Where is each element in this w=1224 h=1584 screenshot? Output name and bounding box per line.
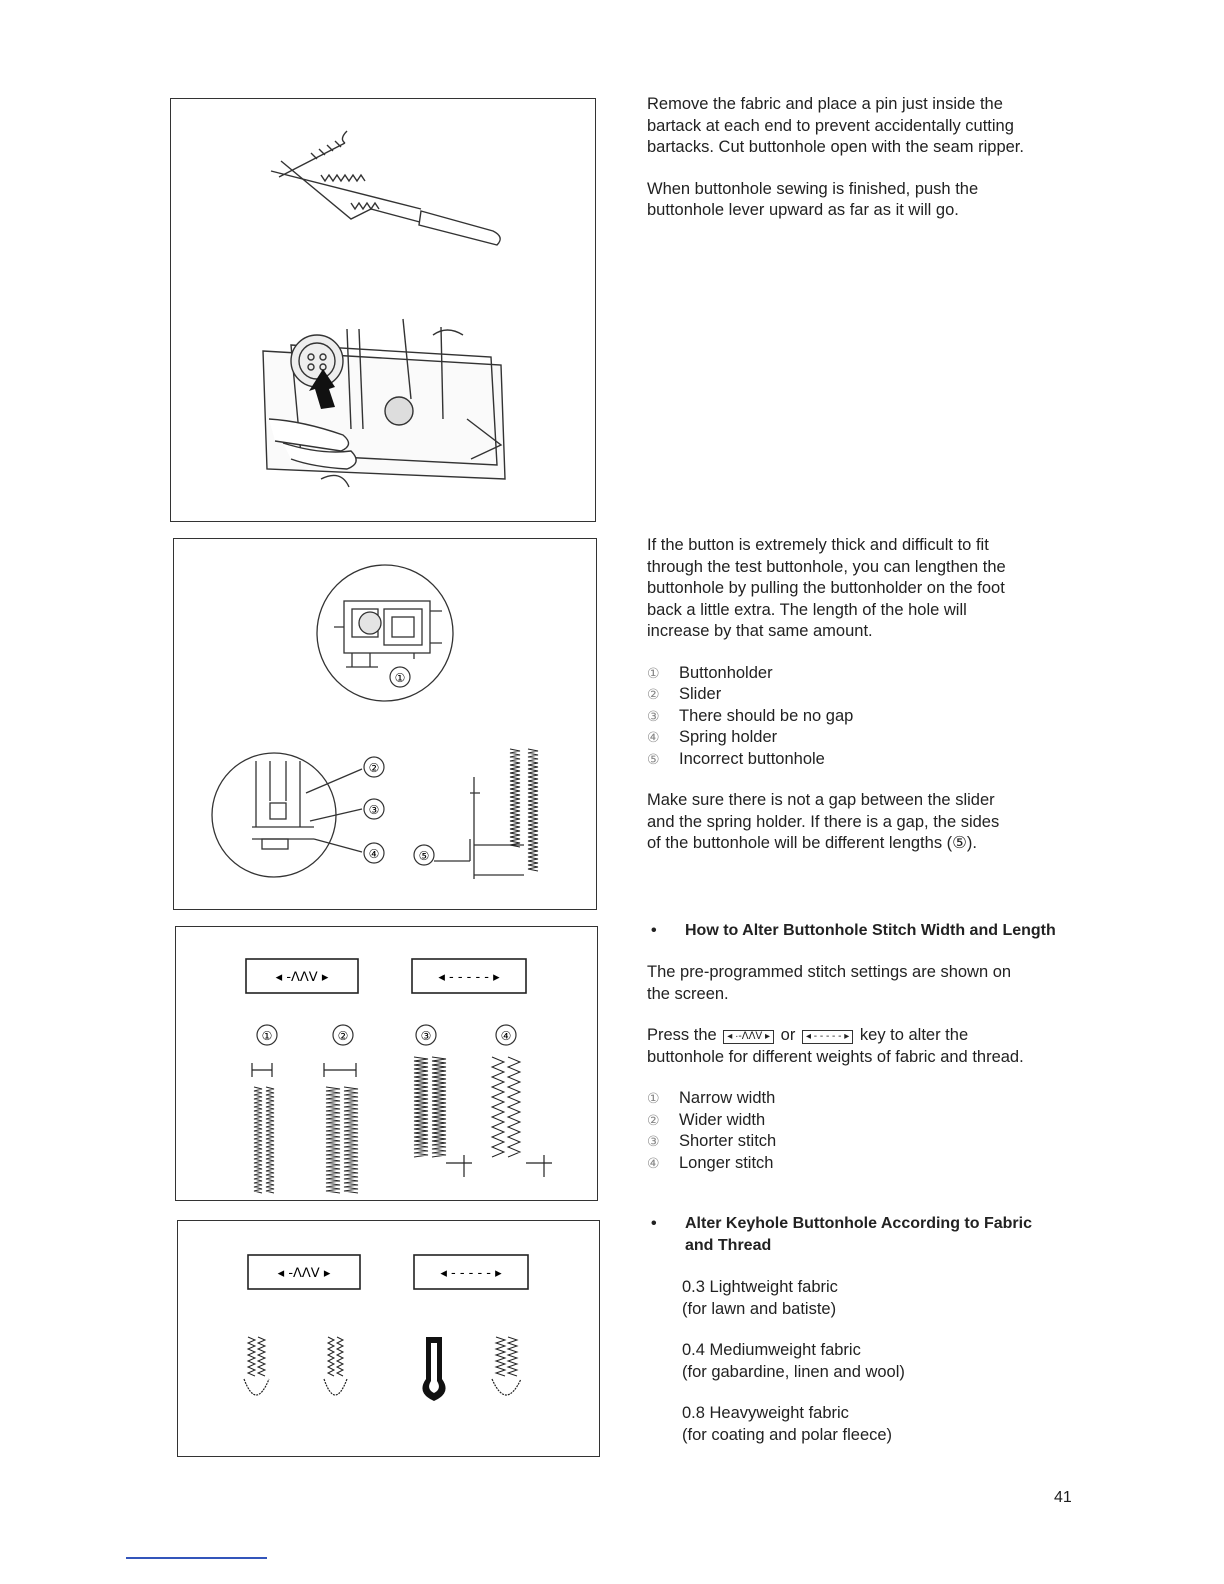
adjust-list bbox=[647, 1088, 1092, 1174]
svg-text:③: ③ bbox=[368, 803, 380, 817]
illustration-seam-ripper bbox=[171, 99, 597, 523]
keyhole-eye-stitch bbox=[324, 1379, 347, 1395]
text-line: bartack at each end to prevent accidentally cutting bbox=[647, 116, 1014, 135]
svg-text:◂ - - - - - ▸: ◂ - - - - - ▸ bbox=[440, 1266, 502, 1281]
keyhole-eye-stitch bbox=[492, 1379, 521, 1395]
svg-text:③: ③ bbox=[420, 1029, 432, 1043]
label-shorter bbox=[416, 1025, 436, 1045]
section-remove-fabric bbox=[647, 94, 1087, 222]
list-item: ③ Shorter stitch bbox=[647, 1132, 777, 1150]
figure-buttonholder-detail bbox=[173, 538, 597, 910]
list-item: ② Slider bbox=[647, 685, 722, 703]
text-line: If the button is extremely thick and difficult to fit bbox=[647, 536, 989, 554]
parts-list bbox=[647, 663, 1087, 771]
svg-text:◂ - - - - - ▸: ◂ - - - - - ▸ bbox=[438, 970, 500, 985]
section-thick-button bbox=[647, 535, 1087, 855]
key-width-display bbox=[246, 959, 358, 993]
text-line: increase by that same amount. bbox=[647, 622, 873, 640]
list-item: ② Wider width bbox=[647, 1110, 766, 1129]
list-item: ④ Longer stitch bbox=[647, 1153, 774, 1172]
callout-3 bbox=[364, 799, 384, 819]
fabric-item: 0.4 Mediumweight fabric (for gabardine, linen and wool) bbox=[682, 1341, 905, 1381]
text-line: buttonhole by pulling the buttonholder on the foot bbox=[647, 579, 1005, 597]
svg-text:②: ② bbox=[368, 761, 380, 775]
stitch-zigzag bbox=[248, 1337, 255, 1376]
length-key: ◂ - - - - - ▸ bbox=[802, 1030, 853, 1044]
keyhole-eye-stitch bbox=[244, 1379, 269, 1395]
fabric-list bbox=[647, 1277, 1092, 1446]
keyhole-stitch-samples bbox=[244, 1337, 521, 1395]
label-longer bbox=[496, 1025, 516, 1045]
illustration-keyhole bbox=[178, 1221, 601, 1458]
svg-text:①: ① bbox=[261, 1029, 273, 1043]
text-line: the screen. bbox=[647, 984, 729, 1003]
section-heading: • Alter Keyhole Buttonhole According to Fabric and Thread bbox=[651, 1215, 1032, 1254]
illustration-buttonholder bbox=[174, 539, 598, 911]
text-line: through the test buttonhole, you can lengthen the bbox=[647, 557, 1006, 576]
stitch-zigzag bbox=[258, 1337, 265, 1376]
label-narrow bbox=[257, 1025, 277, 1045]
list-item: ① Narrow width bbox=[647, 1089, 776, 1107]
illustration-stitch-width-length bbox=[176, 927, 599, 1202]
key-width-display-2 bbox=[248, 1255, 360, 1289]
stitch-zigzag bbox=[496, 1337, 505, 1376]
svg-text:⑤: ⑤ bbox=[418, 849, 430, 863]
text-line: of the buttonhole will be different lengths (⑤). bbox=[647, 834, 978, 852]
list-item: ⑤ Incorrect buttonhole bbox=[647, 749, 825, 768]
figure-seam-ripper-and-lever bbox=[170, 98, 596, 522]
stitch-zigzag bbox=[344, 1087, 358, 1193]
fabric-item: 0.3 Lightweight fabric (for lawn and batiste) bbox=[682, 1278, 838, 1318]
stitch-zigzag bbox=[492, 1057, 504, 1157]
text-line: The pre-programmed stitch settings are shown on bbox=[647, 963, 1012, 981]
text-line: Make sure there is not a gap between the slider bbox=[647, 791, 995, 809]
callout-1 bbox=[390, 667, 410, 687]
width-key: ◂ ·-ᐱᐱᐯ ▸ bbox=[723, 1030, 774, 1044]
stitch-zigzag bbox=[414, 1057, 428, 1157]
key-length-display bbox=[412, 959, 526, 993]
svg-text:④: ④ bbox=[500, 1029, 512, 1043]
list-item: ③ There should be no gap bbox=[647, 706, 854, 725]
buttonhole-stitch-samples bbox=[254, 1057, 520, 1193]
footer-rule bbox=[126, 1557, 267, 1559]
fabric-item: 0.8 Heavyweight fabric (for coating and polar fleece) bbox=[682, 1404, 893, 1444]
text-line: buttonhole for different weights of fabric and thread. bbox=[647, 1047, 1024, 1066]
figure-keyhole-buttonholes bbox=[177, 1220, 600, 1457]
text-line: Remove the fabric and place a pin just inside the bbox=[647, 95, 1003, 113]
svg-text:②: ② bbox=[337, 1029, 349, 1043]
text-line: buttonhole lever upward as far as it will go. bbox=[647, 201, 959, 219]
section-alter-width-length bbox=[647, 920, 1092, 1174]
stitch-zigzag bbox=[508, 1337, 517, 1376]
stitch-zigzag bbox=[432, 1057, 446, 1157]
stitch-zigzag bbox=[326, 1087, 340, 1193]
stitch-zigzag bbox=[328, 1337, 334, 1376]
callout-2 bbox=[364, 757, 384, 777]
text-line: When buttonhole sewing is finished, push the bbox=[647, 179, 979, 198]
text-line: back a little extra. The length of the hole will bbox=[647, 600, 967, 619]
stitch-zigzag bbox=[508, 1057, 520, 1157]
figure-width-length-keys bbox=[175, 926, 598, 1201]
section-heading: • How to Alter Buttonhole Stitch Width and Length bbox=[651, 922, 1056, 939]
list-item: ④ Spring holder bbox=[647, 728, 778, 746]
svg-text:④: ④ bbox=[368, 847, 380, 861]
key-length-display-2 bbox=[414, 1255, 528, 1289]
stitch-zigzag bbox=[266, 1087, 274, 1193]
text-line-press: Press the ◂ ·-ᐱᐱᐯ ▸ or ◂ - - - - - ▸ key to alter the bbox=[647, 1026, 969, 1044]
label-wider bbox=[333, 1025, 353, 1045]
svg-text:◂ -ᐱᐱᐯ ▸: ◂ -ᐱᐱᐯ ▸ bbox=[277, 1266, 331, 1281]
text-line: and the spring holder. If there is a gap, the sides bbox=[647, 812, 1000, 831]
stitch-zigzag bbox=[254, 1087, 262, 1193]
page-number: 41 bbox=[1054, 1489, 1072, 1506]
section-keyhole bbox=[647, 1213, 1092, 1446]
stitch-zigzag bbox=[337, 1337, 343, 1376]
list-item: ① Buttonholder bbox=[647, 663, 773, 682]
callout-4 bbox=[364, 843, 384, 863]
svg-text:①: ① bbox=[394, 671, 406, 685]
incorrect-buttonhole-stitches bbox=[510, 749, 538, 871]
callout-5 bbox=[414, 845, 434, 865]
svg-text:◂ -ᐱᐱᐯ ▸: ◂ -ᐱᐱᐯ ▸ bbox=[275, 970, 329, 985]
text-line: bartacks. Cut buttonhole open with the seam ripper. bbox=[647, 138, 1024, 156]
